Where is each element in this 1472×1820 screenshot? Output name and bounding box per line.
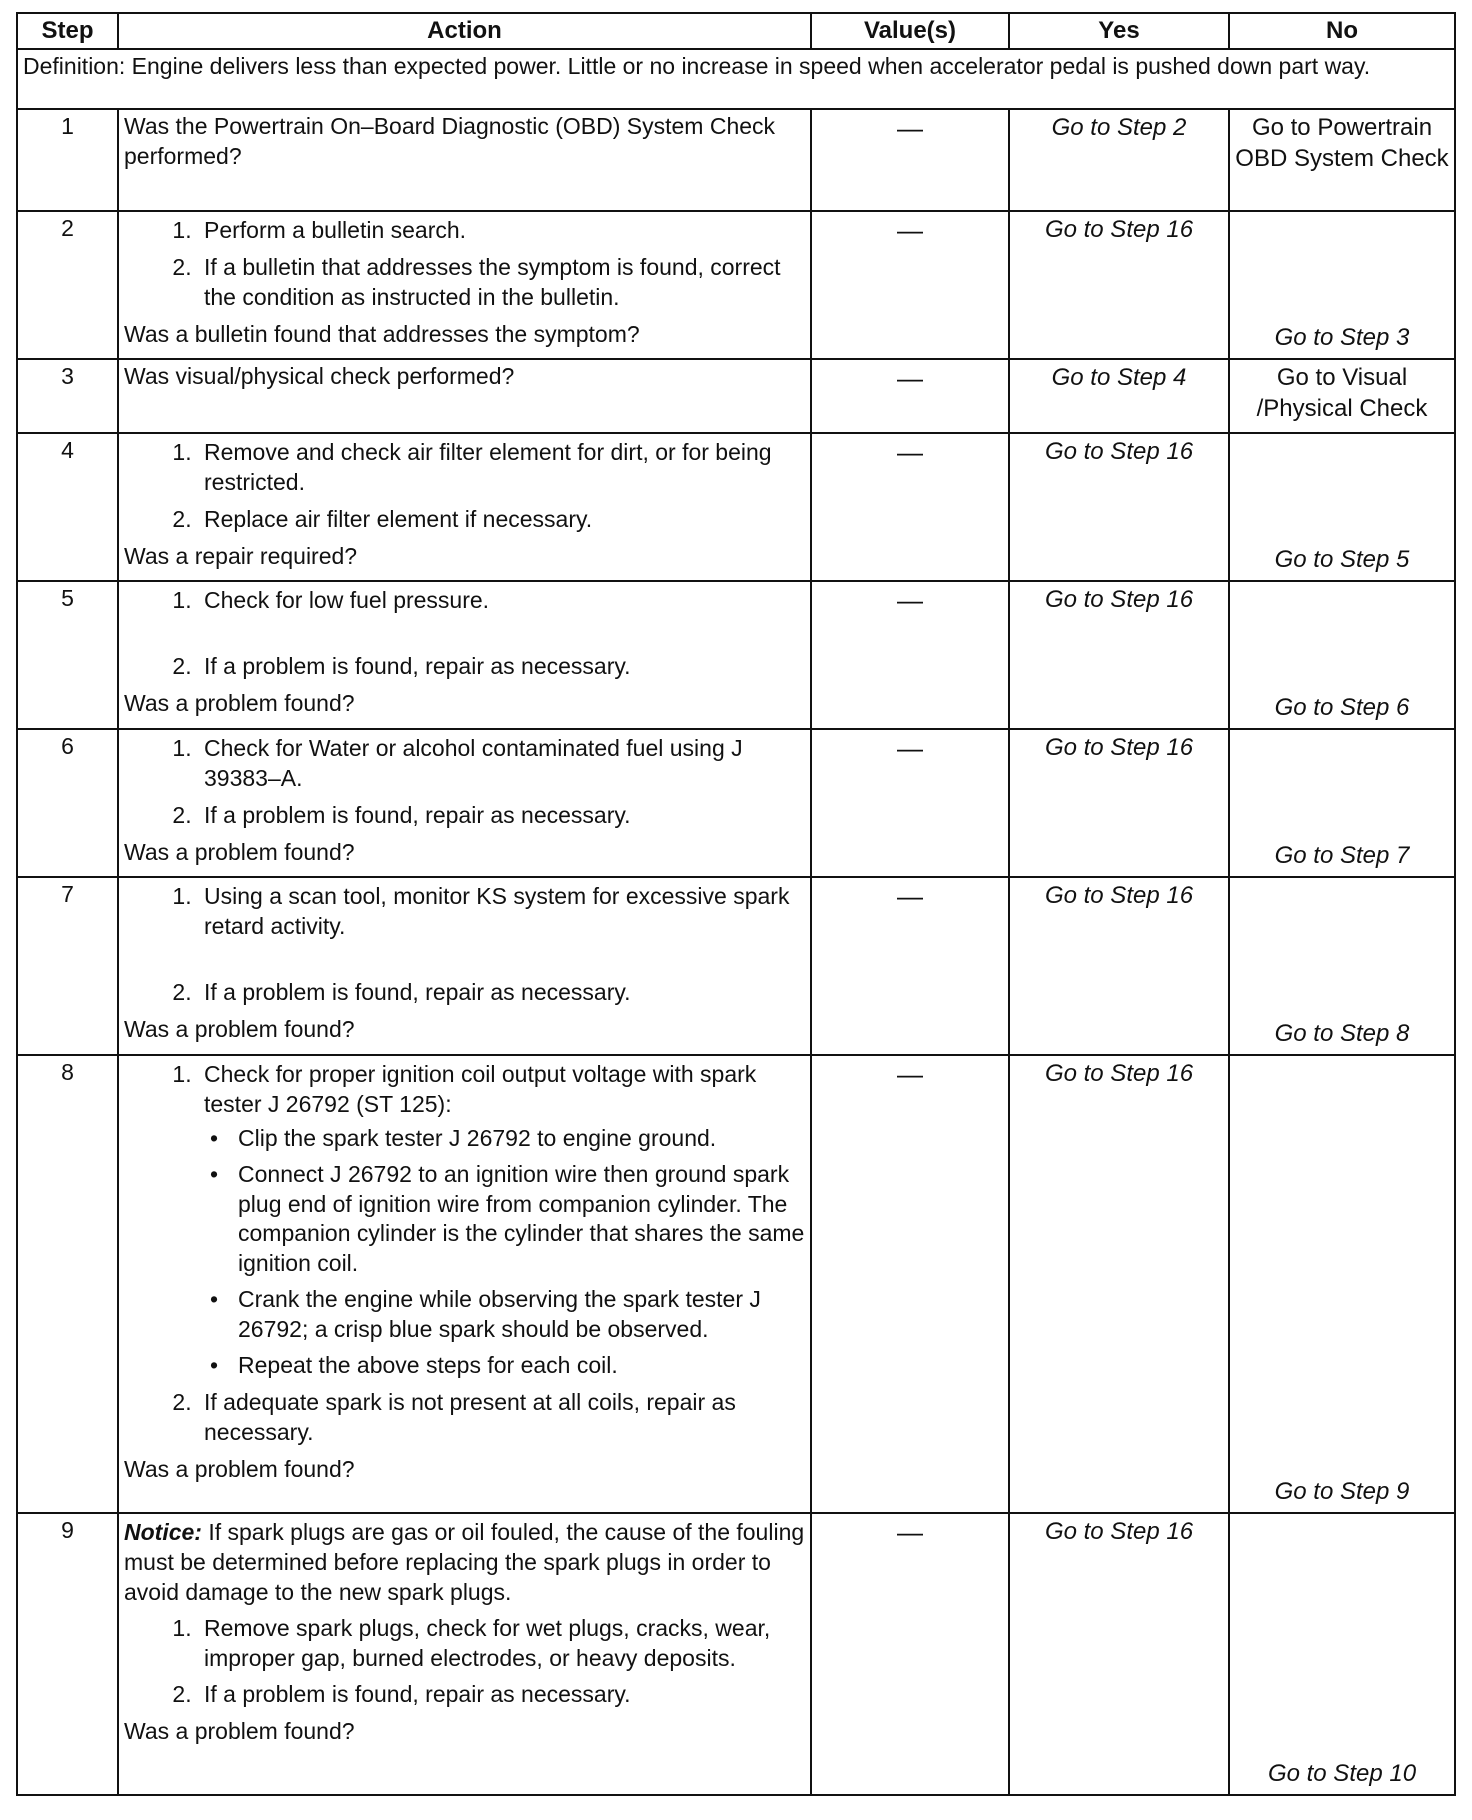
yes-link[interactable]: Go to Step 16 [1044, 586, 1194, 613]
yes-link[interactable]: Go to Step 16 [1044, 882, 1194, 909]
yes-link[interactable]: Go to Step 16 [1044, 734, 1194, 761]
no-cell[interactable] [1229, 581, 1455, 729]
action-step: 2. If a problem is found, repair as necessary. [198, 978, 805, 1008]
no-cell[interactable] [1229, 359, 1455, 433]
action-steps [124, 438, 805, 535]
header-no: No [1229, 13, 1455, 49]
value-cell: — [811, 877, 1009, 1055]
value-cell: — [811, 109, 1009, 211]
no-link[interactable]: Go to Visual /Physical Check [1256, 364, 1428, 423]
action-cell [118, 109, 811, 211]
table-row [17, 1513, 1455, 1795]
value-cell: — [811, 359, 1009, 433]
action-step: 1. Remove spark plugs, check for wet plugs, cracks, wear, improper gap, burned electrodes, or heavy deposits. [198, 1614, 805, 1674]
action-steps [124, 586, 805, 682]
action-question: Was visual/physical check performed? [124, 363, 515, 389]
action-substep: • Connect J 26792 to an ignition wire then ground spark plug end of ignition wire from companion cylinder. The companion cylinder is the cylinder that shares the same ignition coil. [234, 1160, 805, 1280]
notice-label: Notice: [124, 1519, 202, 1545]
no-link[interactable]: Go to Step 6 [1274, 693, 1410, 721]
yes-cell[interactable] [1009, 433, 1229, 581]
step-number: 2 [17, 211, 118, 359]
value-cell: — [811, 1055, 1009, 1513]
header-row [17, 13, 1455, 49]
diagnostic-table [16, 12, 1456, 1796]
no-cell[interactable] [1229, 433, 1455, 581]
yes-link[interactable]: Go to Step 16 [1044, 1060, 1194, 1087]
action-step: 1. Check for Water or alcohol contaminated fuel using J 39383–A. [198, 734, 805, 794]
table-row [17, 211, 1455, 359]
step-number: 7 [17, 877, 118, 1055]
yes-cell[interactable] [1009, 109, 1229, 211]
action-cell [118, 581, 811, 729]
action-step: 2. If a problem is found, repair as necessary. [198, 801, 805, 831]
action-step: 2. If a bulletin that addresses the symptom is found, correct the condition as instructed in the bulletin. [198, 253, 805, 313]
action-question: Was a repair required? [124, 542, 358, 569]
table-row [17, 109, 1455, 211]
action-step: 2. If adequate spark is not present at all coils, repair as necessary. [198, 1388, 805, 1448]
no-cell[interactable] [1229, 109, 1455, 211]
value-cell: — [811, 729, 1009, 877]
action-step: 2. Replace air filter element if necessary. [198, 505, 805, 535]
yes-link[interactable]: Go to Step 4 [1051, 364, 1187, 391]
no-link[interactable]: Go to Step 10 [1267, 1759, 1417, 1787]
table-row [17, 729, 1455, 877]
action-cell [118, 1055, 811, 1513]
action-cell [118, 211, 811, 359]
table-row [17, 877, 1455, 1055]
definition-row [17, 49, 1455, 109]
action-cell [118, 359, 811, 433]
no-link[interactable]: Go to Step 8 [1274, 1019, 1410, 1047]
diagnostic-table-sheet [16, 12, 1454, 1796]
no-link[interactable]: Go to Step 3 [1274, 323, 1410, 351]
action-step: 1. Remove and check air filter element for dirt, or for being restricted. [198, 438, 805, 498]
notice-text: If spark plugs are gas or oil fouled, the cause of the fouling must be determined before replacing the spark plugs in order to avoid damage to the new spark plugs. [124, 1519, 805, 1605]
action-step: 2. If a problem is found, repair as necessary. [198, 1680, 805, 1710]
no-cell[interactable] [1229, 1055, 1455, 1513]
yes-cell[interactable] [1009, 581, 1229, 729]
action-steps [124, 1614, 805, 1711]
action-step: 1. Perform a bulletin search. [198, 216, 805, 246]
action-cell [118, 433, 811, 581]
action-question: Was a problem found? [124, 1015, 355, 1042]
no-cell[interactable] [1229, 211, 1455, 359]
step-number: 3 [17, 359, 118, 433]
no-link[interactable]: Go to Step 5 [1274, 545, 1410, 573]
step-number: 8 [17, 1055, 118, 1513]
step-number: 5 [17, 581, 118, 729]
action-question: Was a problem found? [124, 689, 355, 716]
yes-cell[interactable] [1009, 211, 1229, 359]
action-question: Was a problem found? [124, 1718, 355, 1745]
action-question: Was a problem found? [124, 838, 355, 865]
yes-cell[interactable] [1009, 877, 1229, 1055]
value-cell: — [811, 211, 1009, 359]
yes-link[interactable]: Go to Step 2 [1051, 114, 1187, 141]
no-cell[interactable] [1229, 1513, 1455, 1795]
action-cell [118, 1513, 811, 1795]
action-substep: • Repeat the above steps for each coil. [234, 1351, 805, 1381]
action-cell [118, 877, 811, 1055]
header-values: Value(s) [811, 13, 1009, 49]
table-row [17, 1055, 1455, 1513]
action-step: 1. Check for low fuel pressure. [198, 586, 805, 616]
header-yes: Yes [1009, 13, 1229, 49]
value-cell: — [811, 581, 1009, 729]
action-substeps [204, 1124, 805, 1381]
action-question: Was a problem found? [124, 1455, 355, 1482]
step-number: 6 [17, 729, 118, 877]
step-number: 4 [17, 433, 118, 581]
yes-cell[interactable] [1009, 359, 1229, 433]
no-cell[interactable] [1229, 729, 1455, 877]
action-cell [118, 729, 811, 877]
no-link[interactable]: Go to Powertrain OBD System Check [1235, 114, 1449, 173]
table-row [17, 581, 1455, 729]
header-action: Action [118, 13, 811, 49]
value-cell: — [811, 1513, 1009, 1795]
action-steps [124, 216, 805, 313]
yes-link[interactable]: Go to Step 16 [1044, 438, 1194, 465]
action-substep: • Clip the spark tester J 26792 to engine ground. [234, 1124, 805, 1154]
action-substep: • Crank the engine while observing the spark tester J 26792; a crisp blue spark should be observed. [234, 1285, 805, 1345]
action-steps [124, 734, 805, 831]
yes-cell[interactable] [1009, 1513, 1229, 1795]
notice-block [124, 1518, 805, 1608]
yes-link[interactable]: Go to Step 16 [1044, 1518, 1194, 1545]
action-step [198, 1060, 805, 1381]
action-steps [124, 1060, 805, 1448]
action-question: Was a bulletin found that addresses the symptom? [124, 320, 640, 347]
header-step: Step [17, 13, 118, 49]
step-number: 9 [17, 1513, 118, 1795]
table-row [17, 433, 1455, 581]
no-link[interactable]: Go to Step 9 [1274, 1477, 1410, 1505]
yes-cell[interactable] [1009, 1055, 1229, 1513]
step-number: 1 [17, 109, 118, 211]
action-steps [124, 882, 805, 1008]
yes-link[interactable]: Go to Step 16 [1044, 216, 1194, 243]
action-step: 2. If a problem is found, repair as necessary. [198, 652, 805, 682]
action-question: Was the Powertrain On–Board Diagnostic (OBD) System Check performed? [124, 113, 776, 169]
no-cell[interactable] [1229, 877, 1455, 1055]
yes-cell[interactable] [1009, 729, 1229, 877]
value-cell: — [811, 433, 1009, 581]
table-row [17, 359, 1455, 433]
action-step-text: Check for proper ignition coil output voltage with spark tester J 26792 (ST 125): [204, 1061, 757, 1117]
action-step: 1. Using a scan tool, monitor KS system for excessive spark retard activity. [198, 882, 805, 942]
no-link[interactable]: Go to Step 7 [1274, 841, 1410, 869]
definition-text: Definition: Engine delivers less than expected power. Little or no increase in speed when accelerator pedal is pushed down part way. [17, 49, 1455, 109]
